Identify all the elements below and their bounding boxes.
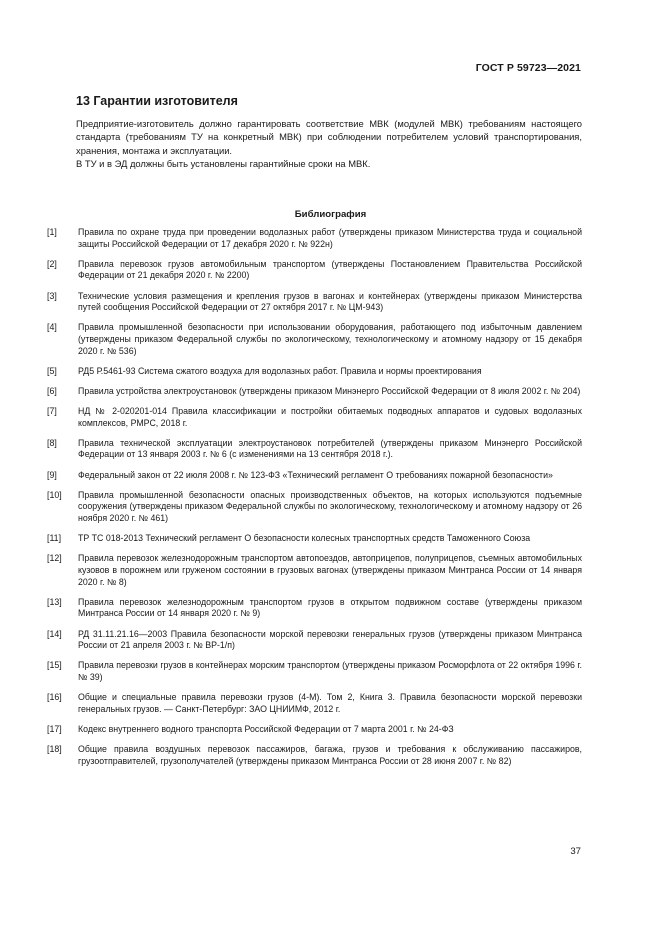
bibliography-text: Федеральный закон от 22 июля 2008 г. № 123-ФЗ «Технический регламент О требованиях пожарной безопасности» bbox=[78, 469, 553, 480]
bibliography-number: [17] bbox=[47, 723, 62, 734]
bibliography-text: Кодекс внутреннего водного транспорта Российской Федерации от 7 марта 2001 г. № 24-ФЗ bbox=[78, 723, 454, 734]
bibliography-number: [4] bbox=[47, 322, 57, 333]
bibliography-item bbox=[47, 470, 582, 482]
bibliography-number: [3] bbox=[47, 290, 57, 301]
bibliography-number: [10] bbox=[47, 489, 62, 500]
bibliography-list bbox=[47, 227, 582, 776]
bibliography-text: НД № 2-020201-014 Правила классификации и постройки обитаемых подводных аппаратов и судовых водолазных комплексов, РМРС, 2018 г. bbox=[78, 406, 582, 428]
bibliography-item bbox=[47, 406, 582, 429]
bibliography-number: [1] bbox=[47, 227, 57, 237]
bibliography-item bbox=[47, 744, 582, 767]
bibliography-number: [16] bbox=[47, 692, 62, 703]
bibliography-item bbox=[47, 438, 582, 461]
bibliography-text: РД5 Р.5461-93 Система сжатого воздуха для водолазных работ. Правила и нормы проектирования bbox=[78, 365, 482, 376]
bibliography-text: Правила по охране труда при проведении водолазных работ (утверждены приказом Министерства труда и социальной защиты Российской Федерации от 17 декабря 2020 г. № 922н) bbox=[78, 227, 582, 249]
bibliography-item bbox=[47, 533, 582, 545]
bibliography-number: [2] bbox=[47, 258, 57, 269]
bibliography-text: РД 31.11.21.16—2003 Правила безопасности морской перевозки генеральных грузов (утверждены приказом Минтранса России от 21 апреля 2003 г. № ВР-1/п) bbox=[78, 628, 582, 651]
bibliography-number: [6] bbox=[47, 385, 57, 396]
section-paragraph: Предприятие-изготовитель должно гарантировать соответствие МВК (модулей МВК) требованиям настоящего стандарта (требованиям ТУ на конкретный МВК) при соблюдении потребителем условий транспортирования, хранения, монтажа и эксплуатации. bbox=[76, 118, 582, 156]
bibliography-item bbox=[47, 490, 582, 525]
bibliography-text: ТР ТС 018-2013 Технический регламент О безопасности колесных транспортных средств Таможенного Союза bbox=[78, 533, 531, 544]
bibliography-text: Общие правила воздушных перевозок пассажиров, багажа, грузов и требования к обслуживанию пассажиров, грузоотправителей, грузополучателей (утверждены приказом Минтранса России от 28 июня 2007 г. № 82) bbox=[78, 744, 582, 766]
bibliography-text: Правила перевозок грузов автомобильным транспортом (утверждены Постановлением Правительства Российской Федерации от 21 декабря 2020 г. № 2200) bbox=[78, 258, 582, 281]
bibliography-item bbox=[47, 227, 582, 250]
bibliography-title: Библиография bbox=[294, 209, 367, 220]
bibliography-text: Правила устройства электроустановок (утверждены приказом Минэнерго Российской Федерации от 8 июля 2002 г. № 204) bbox=[78, 385, 581, 396]
bibliography-item bbox=[47, 322, 582, 357]
bibliography-item bbox=[47, 660, 582, 683]
bibliography-item bbox=[47, 724, 582, 736]
bibliography-text: Правила перевозки грузов в контейнерах морским транспортом (утверждены приказом Росморфлота от 22 октября 1996 г. № 39) bbox=[78, 660, 582, 682]
bibliography-item bbox=[47, 629, 582, 652]
document-code: ГОСТ Р 59723—2021 bbox=[475, 62, 581, 74]
bibliography-number: [8] bbox=[47, 437, 57, 448]
bibliography-number: [11] bbox=[47, 533, 62, 544]
bibliography-item bbox=[47, 553, 582, 588]
bibliography-item bbox=[47, 366, 582, 378]
bibliography-item bbox=[47, 291, 582, 314]
bibliography-number: [12] bbox=[47, 553, 62, 564]
bibliography-item bbox=[47, 386, 582, 398]
bibliography-text: Общие и специальные правила перевозки грузов (4-М). Том 2, Книга 3. Правила безопасности морской перевозки генеральных грузов. — Санкт-Петербург: ЗАО ЦНИИМФ, 2012 г. bbox=[78, 692, 582, 714]
bibliography-text: Правила промышленной безопасности при использовании оборудования, работающего под избыточным давлением (утверждены приказом Федеральной службы по экологическому, технологическому и атомному надзору от 15 декабря 2020 г. № 536) bbox=[78, 322, 582, 356]
bibliography-number: [5] bbox=[47, 365, 57, 376]
bibliography-text: Правила технической эксплуатации электроустановок потребителей (утверждены приказом Минэнерго Российской Федерации от 13 января 2003 г. № 6 (с изменениями на 13 сентября 2018 г.). bbox=[78, 437, 582, 460]
page-number: 37 bbox=[570, 846, 581, 857]
bibliography-item bbox=[47, 692, 582, 715]
bibliography-text: Технические условия размещения и крепления грузов в вагонах и контейнерах (утверждены приказом Министерства путей сообщения Российской Федерации от 27 октября 2017 г. № ЦМ-943) bbox=[78, 290, 582, 313]
section-body bbox=[76, 117, 582, 170]
bibliography-number: [18] bbox=[47, 744, 62, 755]
bibliography-text: Правила перевозок железнодорожным транспортом грузов в открытом подвижном составе (утверждены приказом Минтранса России от 14 января 2020 г. № 9) bbox=[78, 596, 582, 619]
bibliography-number: [15] bbox=[47, 660, 62, 671]
bibliography-number: [13] bbox=[47, 596, 62, 607]
bibliography-text: Правила перевозок железнодорожным транспортом автопоездов, автоприцепов, полуприцепов, съемных автомобильных кузовов в порожнем или груженом состоянии в грузовых вагонах (утверждены приказом Минтранса России от 14 января 2020 г. № 8) bbox=[78, 553, 582, 587]
bibliography-number: [14] bbox=[47, 628, 62, 639]
bibliography-text: Правила промышленной безопасности опасных производственных объектов, на которых используются подъемные сооружения (утверждены приказом Федеральной службы по экологическому, технологическому и атомному надзору от 26 ноября 2020 г. № 461) bbox=[78, 489, 582, 524]
bibliography-item bbox=[47, 259, 582, 282]
section-title: 13 Гарантии изготовителя bbox=[76, 94, 238, 108]
bibliography-number: [9] bbox=[47, 469, 57, 480]
bibliography-item bbox=[47, 597, 582, 620]
section-paragraph: В ТУ и в ЭД должны быть установлены гарантийные сроки на МВК. bbox=[76, 157, 371, 169]
bibliography-number: [7] bbox=[47, 406, 57, 417]
